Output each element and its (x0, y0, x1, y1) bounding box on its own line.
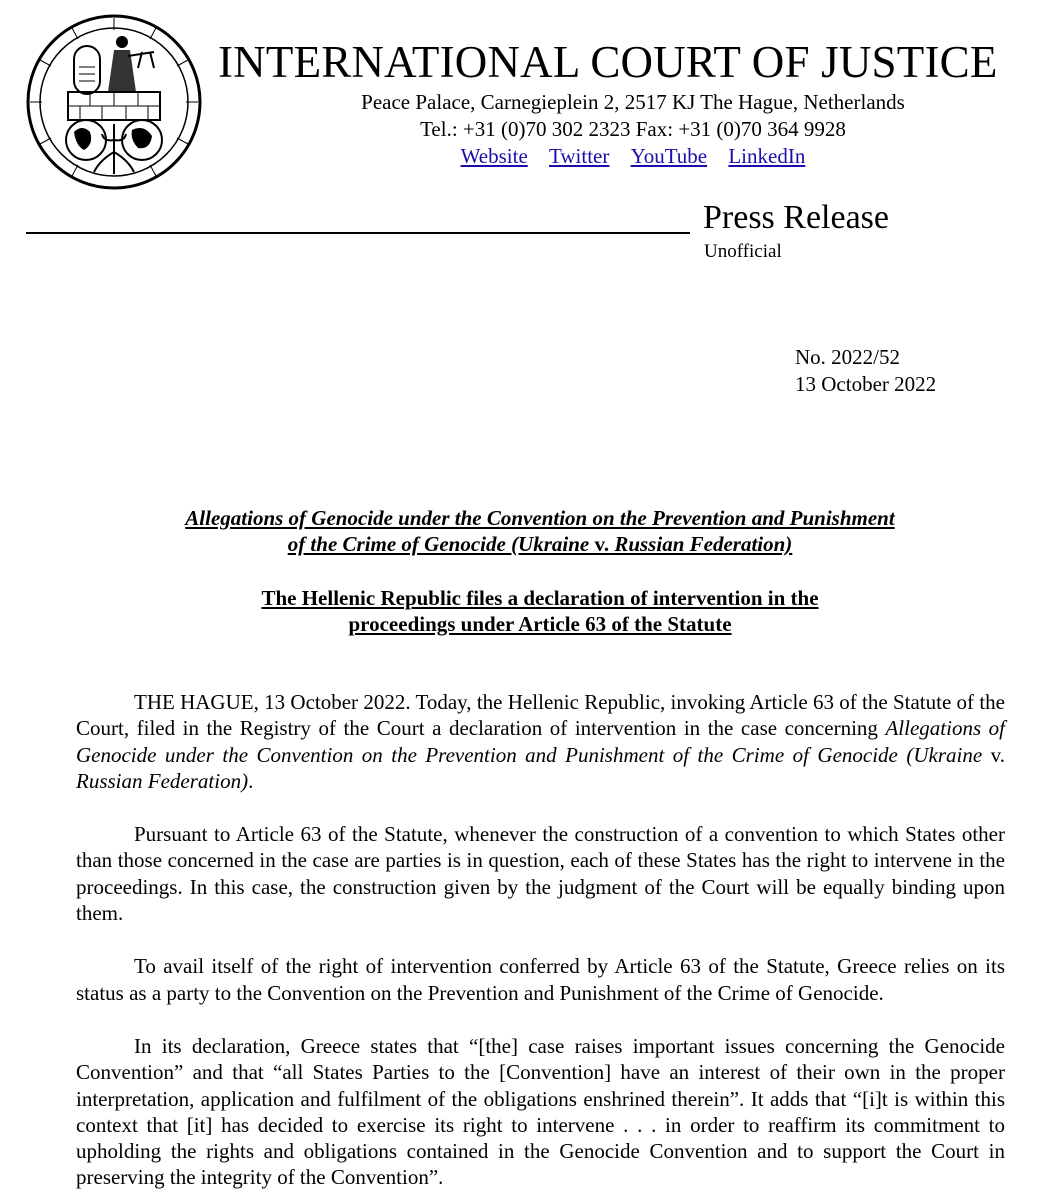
paragraph-1 (76, 689, 1005, 794)
case-respondent-inline: Russian Federation) (76, 768, 249, 793)
release-number: No. 2022/52 (795, 345, 900, 369)
case-title (40, 505, 1040, 557)
case-title-respondent: Russian Federation) (609, 532, 793, 556)
case-versus-inline: v. (990, 742, 1005, 767)
paragraph-1-end: . (248, 768, 254, 793)
body-text (76, 689, 1005, 1191)
paragraph-4: In its declaration, Greece states that “[the] case raises important issues concerning the Genocide Convention” and that “all States Parties to the [Convention] have an interest of their own in the proper interpretation, application and fulfilment of the obligations enshrined therein”. It adds that “[i]t is within this context that [it] has decided to exercise its right to intervene . . . in order to reaffirm its commitment to upholding the rights and obligations contained in the Genocide Convention and to support the Court in preserving the integrity of the Convention”. (76, 1033, 1005, 1190)
release-reference (795, 344, 936, 398)
court-address: Peace Palace, Carnegieplein 2, 2517 KJ The Hague, Netherlands (361, 90, 905, 114)
twitter-link[interactable]: Twitter (549, 144, 610, 168)
paragraph-3: To avail itself of the right of intervention conferred by Article 63 of the Statute, Greece relies on its status as a party to the Convention on the Prevention and Punishment of the Crime of Genocide. (76, 954, 1005, 1005)
social-links (218, 142, 1048, 170)
court-contact: Tel.: +31 (0)70 302 2323 Fax: +31 (0)70 364 9928 (420, 117, 846, 141)
headline-line-1: The Hellenic Republic files a declaration of intervention in the (261, 586, 819, 610)
headline-line-2: proceedings under Article 63 of the Statute (348, 612, 732, 636)
linkedin-link[interactable]: LinkedIn (728, 144, 806, 168)
paragraph-1-text: THE HAGUE, 13 October 2022. Today, the Hellenic Republic, invoking Article 63 of the Statute of the Court, filed in the Registry of the Court a declaration of intervention in the case concerning (76, 690, 1005, 741)
case-title-line-1: Allegations of Genocide under the Convention on the Prevention and Punishment (185, 506, 895, 530)
document-subtype: Unofficial (704, 241, 782, 262)
paragraph-2: Pursuant to Article 63 of the Statute, whenever the construction of a convention to which States other than those concerned in the case are parties is in question, each of these States has the right to intervene in the proceedings. In this case, the construction given by the judgment of the Court will be equally binding upon them. (76, 822, 1005, 926)
header-rule (26, 232, 690, 234)
release-date: 13 October 2022 (795, 372, 937, 396)
icj-seal-icon (24, 12, 204, 192)
case-title-line-2 (40, 531, 1040, 557)
youtube-link[interactable]: YouTube (630, 144, 708, 168)
case-title-text: of the Crime of Genocide (Ukraine (287, 532, 595, 556)
case-name-inline: Allegations of Genocide under the Convention on the Prevention and Punishment of the Crime of Genocide (Ukraine (76, 716, 1005, 767)
website-link[interactable]: Website (460, 144, 528, 168)
document-type: Press Release (703, 199, 890, 236)
headline (40, 585, 1040, 637)
court-name: INTERNATIONAL COURT OF JUSTICE (218, 37, 998, 87)
case-title-versus: v. (594, 532, 610, 556)
